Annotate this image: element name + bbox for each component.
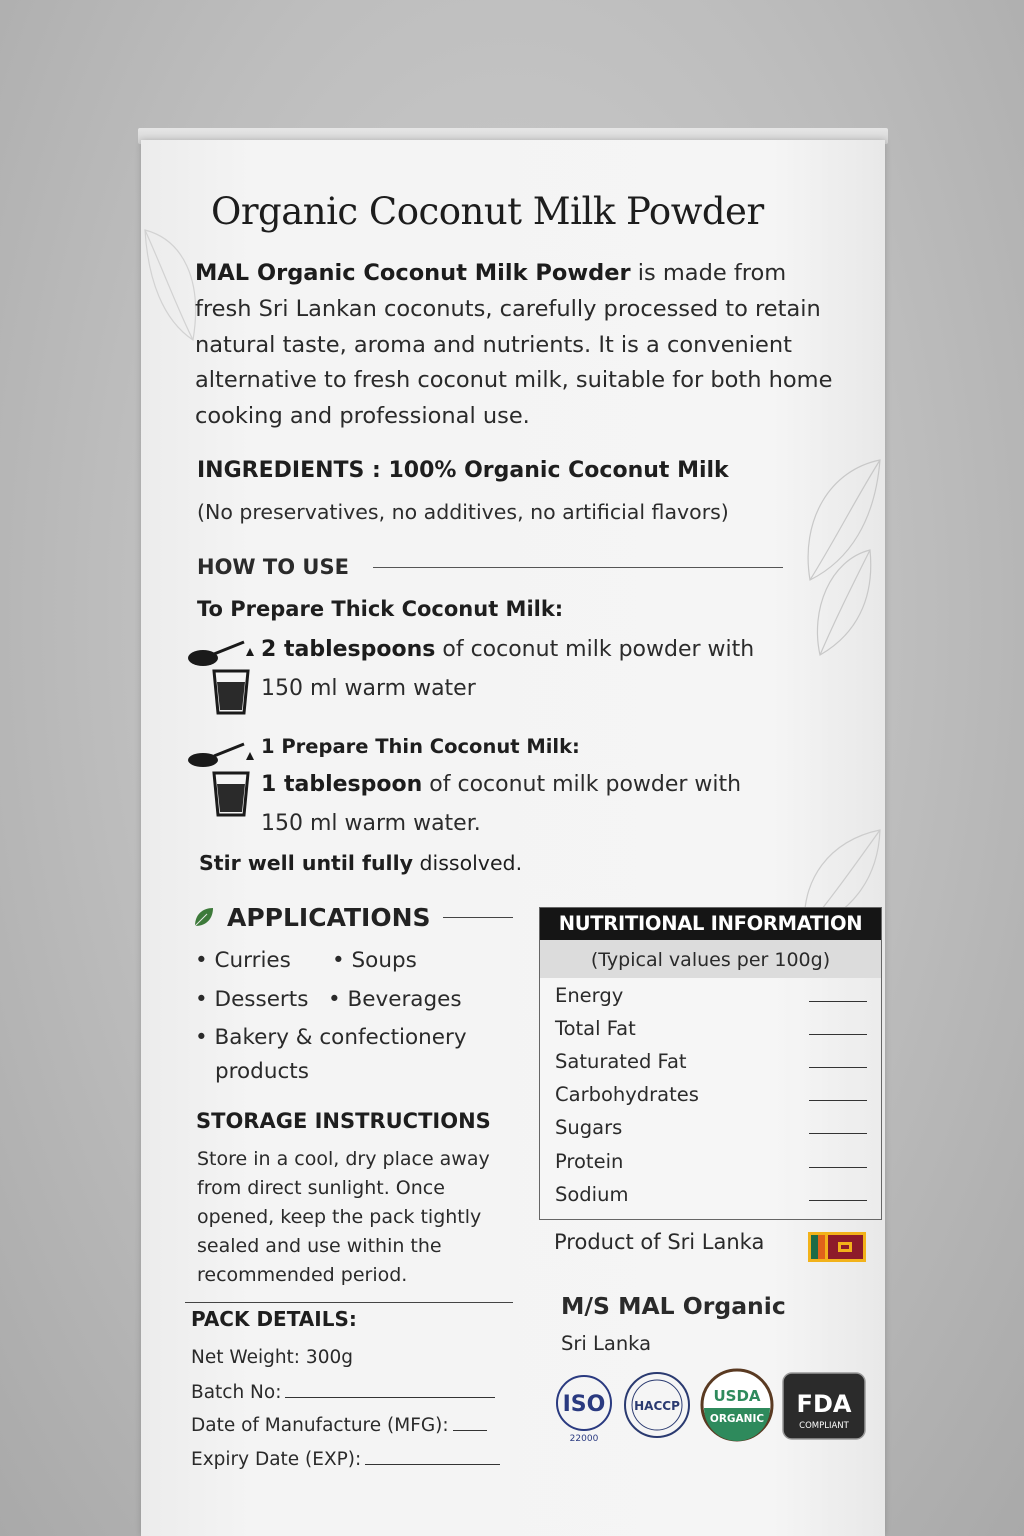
usda-organic-badge-icon [700,1368,774,1442]
spoon-icon-thin [186,738,258,772]
thin-step-water: 150 ml warm water. [261,811,481,836]
usda-label: USDA [713,1387,761,1405]
thick-step-text: of coconut milk powder with [435,637,755,662]
nutrition-subheading: (Typical values per 100g) [540,940,881,978]
application-item: • Desserts [195,987,309,1012]
stir-bold: Stir well until fully [199,851,413,875]
nutrition-value-blank [809,1200,867,1201]
application-item: products [215,1059,309,1084]
pack-details-rule [185,1302,513,1303]
sri-lanka-flag-icon [808,1232,866,1262]
haccp-label: HACCP [634,1399,680,1413]
mfg-blank [453,1417,487,1431]
manufacture-date [191,1415,487,1436]
stir-instruction [199,851,522,875]
expiry-date [191,1449,500,1470]
origin-label: Product of Sri Lanka [554,1230,765,1254]
product-description [195,256,835,435]
thin-step-text: of coconut milk powder with [422,772,742,797]
manufacturer-name: M/S MAL Organic [561,1292,786,1320]
thick-amount: 2 tablespoons [261,637,436,662]
nutrition-row-label: Total Fat [555,1017,636,1041]
thick-step-water: 150 ml warm water [261,676,476,701]
ingredients-line: INGREDIENTS : 100% Organic Coconut Milk [197,458,729,483]
how-to-use-rule [373,567,783,568]
nutrition-value-blank [809,1167,867,1168]
thick-milk-title: To Prepare Thick Coconut Milk: [197,597,564,621]
iso-badge-icon [553,1373,615,1445]
iso-label: ISO [562,1392,606,1417]
applications-rule [443,917,513,918]
storage-text: Store in a cool, dry place away from direct sunlight. Once opened, keep the pack tightly sealed and use within the recommended period. [197,1148,490,1286]
fda-sub-label: COMPLIANT [799,1421,849,1431]
thin-milk-title: 1 Prepare Thin Coconut Milk: [261,735,580,758]
iso-sub-label: 22000 [569,1434,599,1444]
mfg-label: Date of Manufacture (MFG): [191,1415,449,1436]
thin-amount: 1 tablespoon [261,772,423,797]
net-weight: Net Weight: 300g [191,1347,353,1368]
nutrition-row-label: Sodium [555,1182,629,1206]
storage-heading: STORAGE INSTRUCTIONS [196,1109,491,1133]
haccp-badge-icon [622,1370,692,1440]
application-item: • Curries [195,948,291,973]
description-text: is made from fresh Sri Lankan coconuts, carefully processed to retain natural taste, aroma and nutrients. It is a convenient alternative to fresh coconut milk, suitable for both home cooking and professional use. [195,260,833,430]
application-item: • Beverages [328,987,462,1012]
spoon-icon [186,636,258,670]
fda-label: FDA [796,1390,852,1418]
manufacturer-country: Sri Lanka [561,1332,652,1355]
nutrition-value-blank [809,1067,867,1068]
product-title: Organic Coconut Milk Powder [211,190,764,233]
ingredients-note: (No preservatives, no additives, no artificial flavors) [197,500,729,524]
thick-step-line1 [261,637,754,662]
batch-label: Batch No: [191,1382,282,1403]
applications-heading: APPLICATIONS [227,903,431,932]
nutrition-row-label: Carbohydrates [555,1083,699,1107]
nutrition-value-blank [809,1133,867,1134]
pack-details-heading: PACK DETAILS: [191,1307,357,1331]
nutrition-row-label: Sugars [555,1116,623,1140]
glass-icon [211,668,251,716]
thin-step-line1 [261,772,741,797]
nutrition-row-label: Saturated Fat [555,1050,687,1074]
description-brand: MAL Organic Coconut Milk Powder [195,260,631,286]
batch-blank [285,1384,495,1398]
exp-blank [365,1451,500,1465]
nutrition-value-blank [809,1100,867,1101]
exp-label: Expiry Date (EXP): [191,1449,362,1470]
nutrition-row-label: Protein [555,1149,624,1173]
batch-number [191,1382,495,1403]
nutrition-value-blank [809,1001,867,1002]
organic-label: ORGANIC [709,1413,765,1425]
application-item: • Soups [332,948,417,973]
fda-badge-icon [782,1372,866,1440]
nutrition-value-blank [809,1034,867,1035]
nutrition-heading: NUTRITIONAL INFORMATION [540,908,881,940]
leaf-sketch-decoration [760,440,885,660]
glass-icon-thin [211,770,251,818]
leaf-icon [193,906,215,928]
stir-rest: dissolved. [412,851,523,875]
nutrition-row-label: Energy [555,984,624,1007]
how-to-use-heading: HOW TO USE [197,555,349,579]
application-item: • Bakery & confectionery [195,1025,467,1050]
